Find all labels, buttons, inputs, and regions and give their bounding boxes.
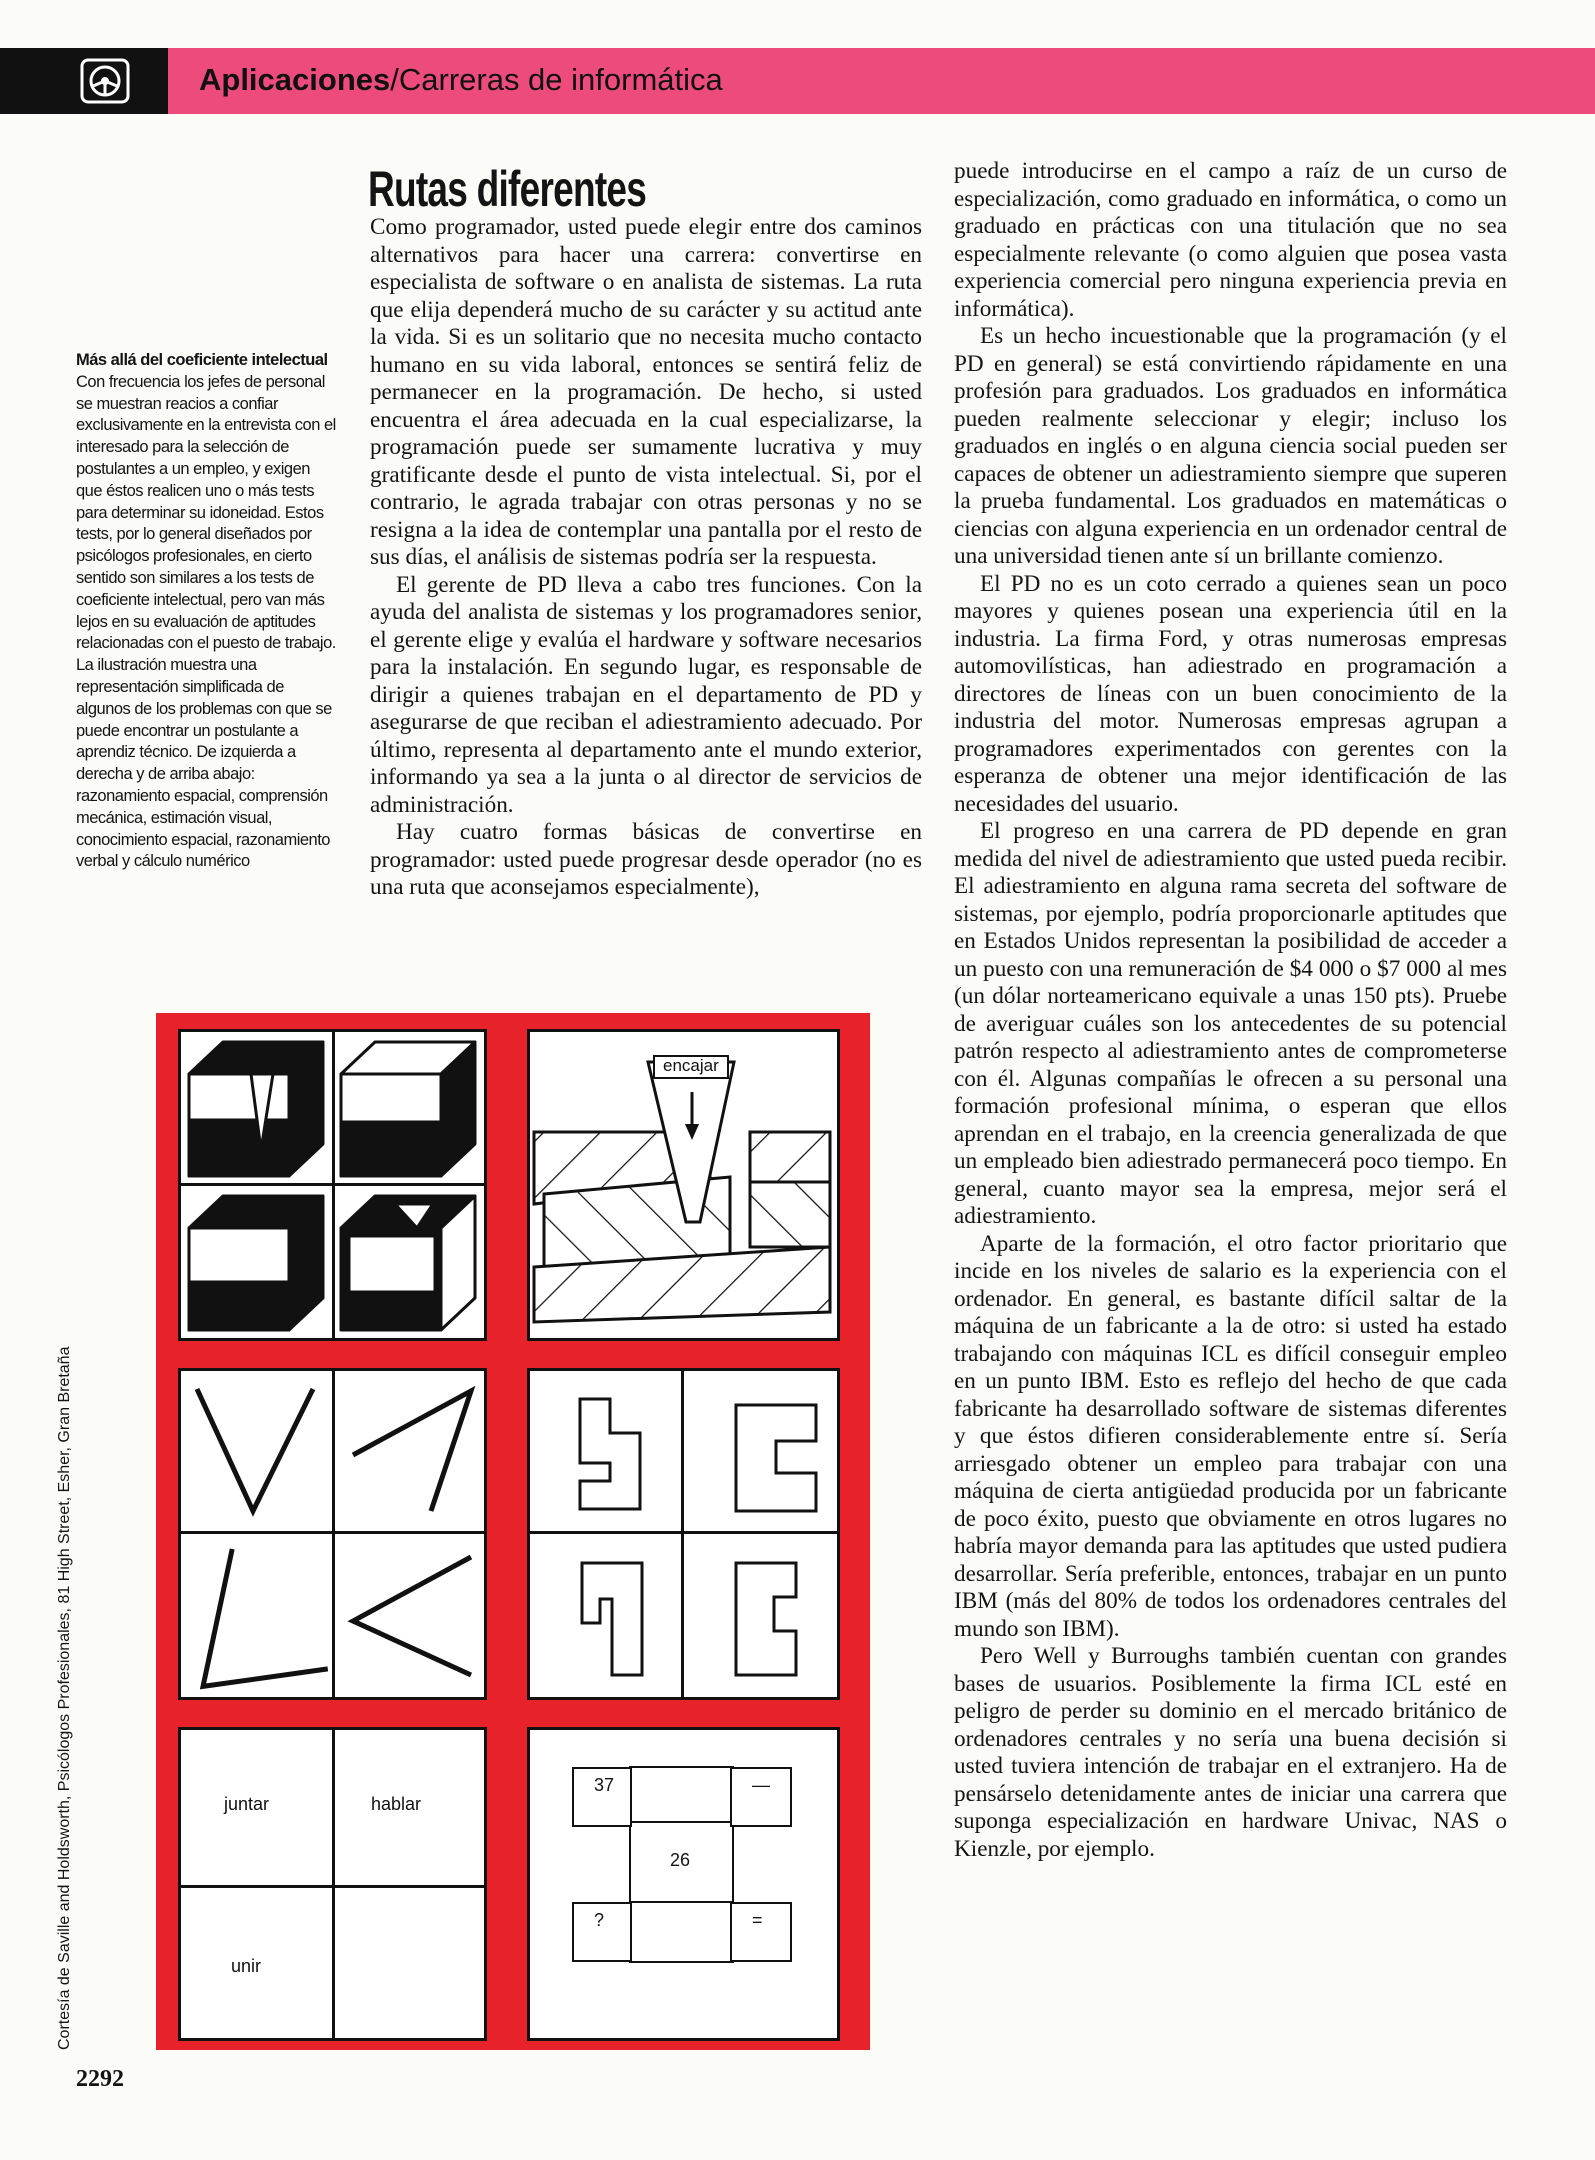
aptitude-test-illustration bbox=[156, 1013, 870, 2050]
number-cell-dash: — bbox=[730, 1767, 792, 1827]
subsection-name: /Carreras de informática bbox=[390, 62, 723, 97]
word-juntar: juntar bbox=[224, 1794, 270, 1814]
photo-credit: Cortesía de Saville and Holdsworth, Psicólogos Profesionales, 81 High Street, Esher, Gran Bretaña bbox=[56, 1346, 73, 2050]
numeric-calculation-panel bbox=[527, 1727, 840, 2041]
mechanical-label: encajar bbox=[663, 1056, 719, 1075]
paragraph: Es un hecho incuestionable que la programación (y el PD en general) se está convirtiendo rápidamente en una profesión para graduados. Los graduados en informática pueden realmente seleccionar y elegir; incluso los graduados en inglés o en alguna ciencia social pueden ser capaces de obtener un adiestramiento siempre que superen la prueba fundamental. Los graduados en matemáticas o ciencias con alguna experiencia en un ordenador central de una universidad tienen ante sí un brillante comienzo. bbox=[954, 323, 1507, 569]
angle-lines bbox=[181, 1371, 484, 1697]
number-cell-question: ? bbox=[572, 1902, 632, 1962]
cube-3 bbox=[189, 1196, 323, 1330]
paragraph: Pero Well y Burroughs también cuentan con grandes bases de usuarios. Posiblemente la firma ICL esté en peligro de perder su dominio en el mercado británico de ordenadores centrales y no sería una buena decisión si usted tuviera intención de trabajar en el extranjero. Ha de pensárselo detenidamente antes de iniciar una carrera que suponga especialización en hardware Univac, NAS o Kienzle, por ejemplo. bbox=[954, 1643, 1507, 1862]
section-name: Aplicaciones bbox=[199, 62, 391, 97]
article-column-middle bbox=[370, 214, 922, 984]
cube-4 bbox=[341, 1196, 475, 1330]
article-title: Rutas diferentes bbox=[368, 161, 647, 217]
number-cell-26: 26 bbox=[670, 1850, 691, 1870]
page-number: 2292 bbox=[76, 2066, 124, 2092]
spatial-knowledge-panel bbox=[527, 1368, 840, 1700]
cube-2 bbox=[341, 1042, 475, 1176]
sidebar-title: Más allá del coeficiente intelectual bbox=[76, 351, 328, 369]
word-hablar: hablar bbox=[371, 1794, 422, 1814]
steering-wheel-icon bbox=[80, 58, 130, 104]
visual-estimation-panel bbox=[178, 1368, 487, 1700]
paragraph: Como programador, usted puede elegir entre dos caminos alternativos para hacer una carrera: convertirse en especialista de software o en analista de sistemas. La ruta que elija dependerá mucho de su carácter y su actitud ante la vida. Si es un solitario que no necesita mucho contacto humano en su vida laboral, entonces se sentirá feliz de permanecer en la programación. De hecho, si usted encuentra el área adecuada en la cual especializarse, la programación puede ser sumamente lucrativa y muy gratificante desde el punto de vista intelectual. Si, por el contrario, le agrada trabajar con otras personas y no se resigna a la idea de contemplar una pantalla por el resto de sus días, el análisis de sistemas podría ser la respuesta. bbox=[370, 214, 922, 570]
cube-drawings bbox=[181, 1032, 484, 1338]
sidebar-text: Con frecuencia los jefes de personal se muestran reacios a confiar exclusivamente en la entrevista con el interesado para la selección de postulantes a un empleo, y exigen que éstos realicen uno o más tests para determinar su idoneidad. Estos tests, por lo general diseñados por psicólogos profesionales, en cierto sentido son similares a los tests de coeficiente intelectual, pero van más lejos en su evaluación de aptitudes relacionadas con el puesto de trabajo. La ilustración muestra una representación simplificada de algunos de los problemas con que se puede encontrar un postulante a aprendiz técnico. De izquierda a derecha y de arriba abajo: razonamiento espacial, comprensión mecánica, estimación visual, conocimiento espacial, razonamiento verbal y cálculo numérico bbox=[76, 372, 336, 871]
figure-caption-sidebar bbox=[76, 350, 338, 873]
paragraph: El gerente de PD lleva a cabo tres funciones. Con la ayuda del analista de sistemas y los programadores senior, el gerente elige y evalúa el hardware y software necesarios para la instalación. En segundo lugar, es responsable de dirigir a quienes trabajan en el departamento de PD y asegurarse de que reciban el adiestramiento adecuado. Por último, representa al departamento ante el mundo exterior, informando ya sea a la junta o al director de servicios de administración. bbox=[370, 571, 922, 818]
wedge-drawing bbox=[530, 1032, 837, 1338]
number-cell-equals: = bbox=[730, 1902, 792, 1962]
number-cell-37: 37 bbox=[572, 1767, 632, 1827]
spatial-reasoning-panel bbox=[178, 1029, 487, 1341]
puzzle-shapes bbox=[530, 1371, 837, 1697]
paragraph: Hay cuatro formas básicas de convertirse en programador: usted puede progresar desde operador (no es una ruta que aconsejamos especialmente), bbox=[370, 819, 922, 900]
article-column-right bbox=[954, 158, 1507, 2058]
paragraph: Aparte de la formación, el otro factor prioritario que incide en los niveles de salario es la experiencia con el ordenador. En general, es bastante difícil saltar de la máquina de un fabricante a la de otro: si usted ha estado trabajando con máquinas ICL es difícil conseguir empleo en un punto IBM. Esto es reflejo del hecho de que cada fabricante ha desarrollado software de sistemas diferentes y que éstos difieren considerablemente entre sí. Sería arriesgado obtener un empleo para trabajar con una máquina de cierta antigüedad producida por un fabricante de poco éxito, puesto que obviamente en otros lugares no habría mayor demanda para las aptitudes que usted pudiera desarrollar. Sería preferible, entonces, trabajar en un punto IBM (más del 80% de todos los ordenadores centrales del mundo son IBM). bbox=[954, 1230, 1507, 1642]
section-heading bbox=[199, 62, 723, 98]
paragraph: El PD no es un coto cerrado a quienes sean un poco mayores y quienes posean una experiencia útil en la industria. La firma Ford, y otras numerosas empresas automovilísticas, han adiestrado en programación a directores de líneas con un buen conocimiento de la industria del motor. Numerosas empresas agrupan a programadores experimentados con gerentes con la esperanza de obtener una mejor identificación de las necesidades del usuario. bbox=[954, 570, 1507, 817]
paragraph: puede introducirse en el campo a raíz de un curso de especialización, como graduado en informática, o como un graduado en prácticas con una titulación que no sea especialmente relevante (o como alguien que posea vasta experiencia comercial pero ninguna experiencia previa en informática). bbox=[954, 158, 1507, 322]
section-logo bbox=[0, 48, 168, 114]
cube-1 bbox=[189, 1042, 323, 1176]
mechanical-comprehension-panel bbox=[527, 1029, 840, 1341]
verbal-reasoning-panel bbox=[178, 1727, 487, 2041]
paragraph: El progreso en una carrera de PD depende en gran medida del nivel de adiestramiento que usted pueda recibir. El adiestramiento en alguna rama secreta del software de sistemas, por ejemplo, podría proporcionarle aptitudes que en Estados Unidos representan la posibilidad de acceder a un puesto con una remuneración de $4 000 o $7 000 al mes (un dólar norteamericano equivale a unas 150 pts). Pruebe de averiguar cuáles son los antecedentes de su potencial patrón respecto al adiestramiento antes de comprometerse con él. Algunas compañías le ofrecen a su personal una formación profesional mínima, o esperan que ellos aprendan en el trabajo, en la creencia generalizada de que un empleado bien adiestrado permanecerá poco tiempo. En general, cuanto mayor sea la empresa, mejor será el adiestramiento. bbox=[954, 818, 1507, 1229]
word-unir: unir bbox=[231, 1956, 262, 1976]
